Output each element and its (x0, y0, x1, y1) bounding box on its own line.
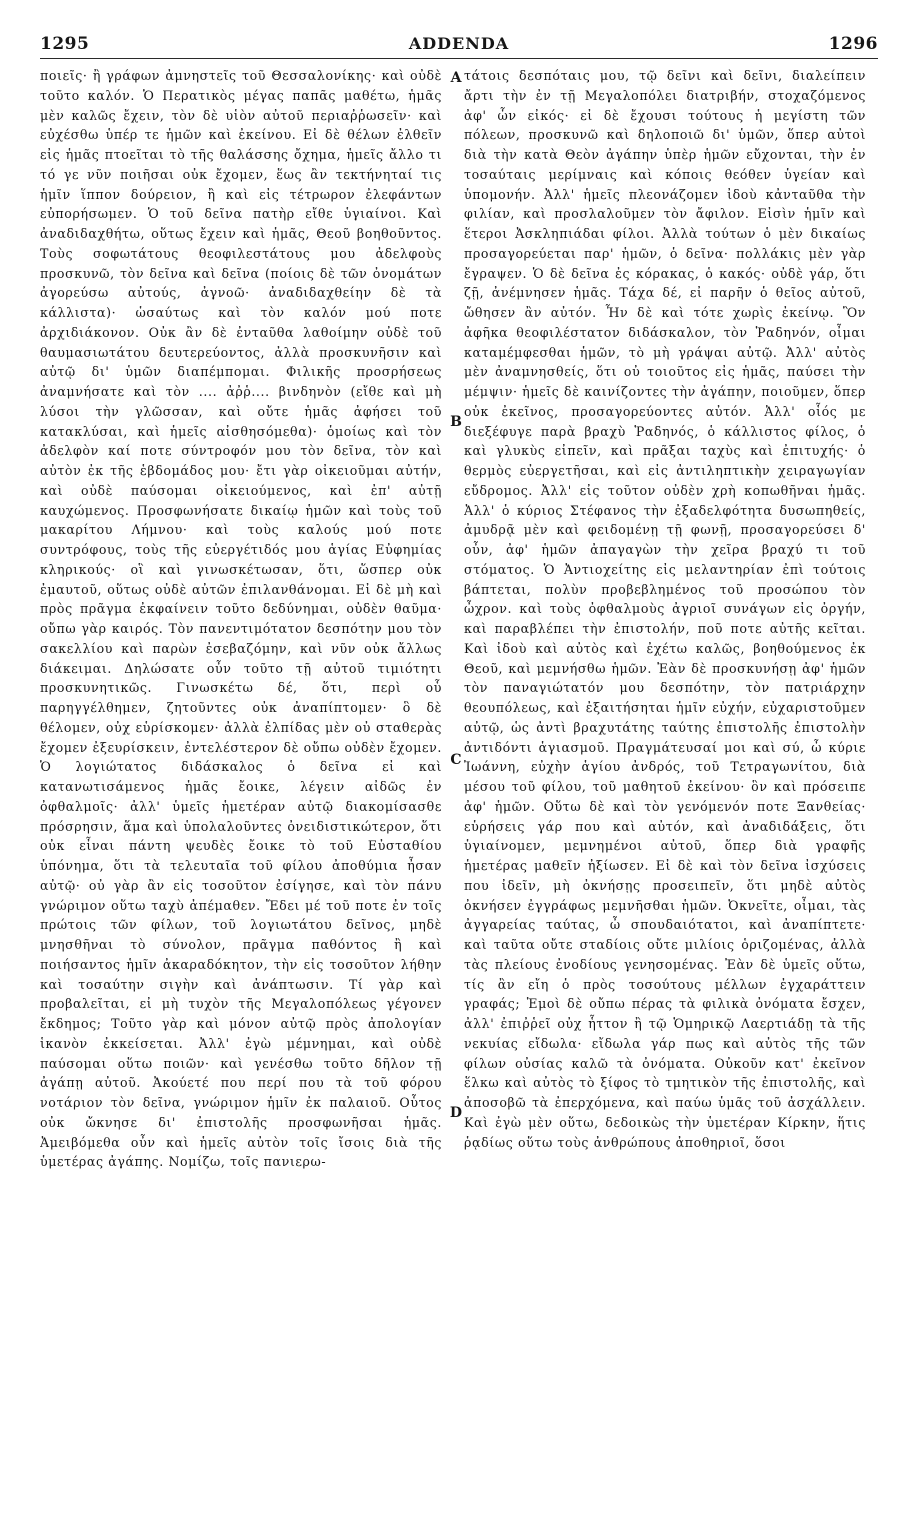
left-column-text: ποιεῖς· ἢ γράφων ἀμνηστεῖς τοῦ Θεσσαλονίκης· καὶ οὐδὲ τοῦτο καλόν. Ὁ Περατικὸς μέγας παπᾶς μαθέτω, ἡμᾶς μὲν καλῶς ἔχειν, τὸν δὲ υἱὸν αὐτοῦ περιαῤῥωσεῖν· καὶ εὐχέσθω ὑπέρ τε ἡμῶν καὶ ἐκείνου. Εἰ δὲ θέλων ἐλθεῖν εἰς ἡμᾶς πτοεῖται τὸ τῆς θαλάσσης ὄχημα, ἡμεῖς ἄλλο τι τό γε νῦν ποιῆσαι οὐκ ἔχομεν, ἕως ἂν τεκτήνηταί τις ἡμῖν ἵππον δούρειον, ἢ καὶ εἰς τέτρωρον ἐλεφάντων εὐπορήσωμεν. Ὁ τοῦ δεῖνα πατὴρ εἴθε ὑγιαίνοι. Καὶ ἀναδιδαχθήτω, οὕτως ἔχειν καὶ ἡμᾶς, Θεοῦ βοηθοῦντος. Τοὺς σοφωτάτους θεοφιλεστάτους μου ἀδελφοὺς προσκυνῶ, τὸν δεῖνα καὶ δεῖνα (ποίοις δὲ τῶν ὀνομάτων ἀγορεύσω αὐτούς, ἀγνοῶ· ἀναδιδαχθείην δὲ τὰ κάλλιστα)· ὡσαύτως καὶ τὸν καλόν μού ποτε ἀρχιδιάκονον. Οὐκ ἂν δὲ ἐνταῦθα λαθοίμην οὐδὲ τοῦ θαυμασιωτάτου δευτερεύοντος, ἀλλὰ προσκυνῆσιν καὶ αὐτῷ δι' ὑμῶν διαπέμπομαι. Φιλικῆς προσρήσεως ἀναμνήσατε καὶ τὸν .... ἀῤῥ.... βινδηνὸν (εἴθε καὶ μὴ λύσοι τὴν γλῶσσαν, καὶ οὔτε ἡμᾶς ἀφήσει τοῦ κατακλύσαι, καὶ ἡμεῖς αἰσθησόμεθα)· ὁμοίως καὶ τὸν ἀδελφὸν καί ποτε σύντροφόν μου τὸν δεῖνα, τὸν καὶ αὐτὸν ἐκ τῆς ἑβδομάδος μου· ἔτι γὰρ οἰκειοῦμαι αὐτήν, καὶ οὐδὲ παύσομαι οἰκειούμενος, καὶ ἐπ' αὐτῇ καυχώμενος. Προσφωνήσατε δικαίῳ ἡμῶν καὶ τοὺς τοῦ μακαρίτου Λήμνου· καὶ τοὺς καλούς μού ποτε συντρόφους, τοὺς τῆς εὐεργέτιδός μου ἁγίας Εὐφημίας κληρικούς· οἳ καὶ γινωσκέτωσαν, ὅτι, ὥσπερ οὐκ ἐμαυτοῦ, οὕτως οὐδὲ αὐτῶν ἐπιλανθάνομαι. Εἰ δὲ μὴ καὶ πρὸς πρᾶγμα ἐκφαίνειν τοῦτο δεδύνημαι, οὐδὲν θαῦμα· οὔπω γὰρ καιρός. Τὸν πανεντιμότατον δεσπότην μου τὸν σακελλίου καὶ παρὼν ἐσεβαζόμην, καὶ νῦν οὐκ ἄλλως διάκειμαι. Δηλώσατε οὖν τοῦτο τῇ αὐτοῦ τιμιότητι προσκυνητικῶς. Γινωσκέτω δέ, ὅτι, περὶ οὗ παρηγγέλθημεν, ζητοῦντες οὐκ ἀναπίπτομεν· ὃ δὲ θέλομεν, οὐχ εὑρίσκομεν· ἀλλὰ ἐλπίδας μὲν οὐ σταθερὰς ἔχομεν ἐξευρίσκειν, ἐντελέστερον δὲ οὔπω οὐδὲν ἔχομεν. Ὁ λογιώτατος διδάσκαλος ὁ δεῖνα εἰ καὶ κατανωτισάμενος ἡμᾶς ἔοικε, λέγειν αἰδῶς ἐν ὀφθαλμοῖς· ἀλλ' ὑμεῖς ἡμετέραν αὐτῷ διακομίσασθε πρόσρησιν, ἅμα καὶ ὑπολαλοῦντες ὀνειδιστικώτερον, ὅτι οὐκ εἶναι πάντη ψευδὲς ἔοικε τὸ τοῦ Εὐσταθίου ὑπόνημα, ὅτι τὰ τελευταῖα τοῦ φίλου ἀποθύμια ἦσαν αὐτῷ· οὐ γὰρ ἂν εἰς τοσοῦτον ἐσίγησε, καὶ τὸν πάνυ γνώριμον οὕτω ταχὺ ἀπέμαθεν. Ἔδει μέ τοῦ ποτε ἐν τοῖς πρώτοις τῶν φίλων, τοῦ λογιωτάτου δεῖνος, μηδὲ μνησθῆναι τὸ σύνολον, πρᾶγμα παθόντος ἢ καὶ ποιήσαντος ἡμῖν ἀκαραδόκητον, τὴν εἰς τοσοῦτον λήθην καὶ τοσαύτην σιγὴν καὶ ἀνάπτωσιν. Τί γὰρ καὶ προβαλεῖται, εἰ μὴ τυχὸν τῆς Μεγαλοπόλεως γέγονεν ἔκδημος; Τοῦτο γὰρ καὶ μόνον αὐτῷ πρὸς ἀπολογίαν ἱκανὸν ἐκκείσεται. Ἀλλ' ἐγὼ μέμνημαι, καὶ οὐδὲ παύσομαι οὕτω ποιῶν· καὶ γενέσθω τοῦτο δῆλον τῇ ἀγάπῃ αὐτοῦ. Ἀκούετέ που περί που τὰ τοῦ φόρου νοτάριον τὸν δεῖνα, γνώριμον ἡμῖν ἐκ παλαιοῦ. Οὗτος οὐκ ὤκνησε δι' ἐπιστολῆς προσφωνῆσαι ἡμᾶς. Ἀμειβόμεθα οὖν καὶ ἡμεῖς αὐτὸν τοῖς ἴσοις διὰ τῆς ὑμετέρας ἀγάπης. Νομίζω, τοῖς πανιερω- (40, 68, 442, 1170)
margin-marker-a: A (450, 70, 462, 86)
text-column-right (464, 66, 866, 1496)
running-title: ADDENDA (408, 34, 510, 53)
page-number-left: 1295 (40, 34, 90, 54)
margin-marker-d: D (449, 1105, 463, 1121)
header-rule (40, 58, 878, 59)
text-column-left (40, 66, 442, 1496)
margin-marker-b: B (450, 414, 462, 430)
margin-marker-c: C (450, 752, 462, 768)
page-number-right: 1296 (828, 34, 878, 54)
right-column-text: τάτοις δεσπόταις μου, τῷ δεῖνι καὶ δεῖνι, διαλείπειν ἄρτι τὴν ἐν τῇ Μεγαλοπόλει διατριβήν, στοχαζόμενος ἀφ' ὧν εἰκός· εἰ δὲ ἔχουσι τούτους ἡ μεγίστη τῶν πόλεων, προσκυνῶ καὶ δηλοποιῶ δι' ὑμῶν, ὅπερ αὐτοὶ διὰ τὴν κατὰ Θεὸν ἀγάπην ὑπὲρ ἡμῶν εὔχονται, τὴν ἐν τοσαύταις μερίμναις καὶ κόποις θεόθεν ὑγείαν καὶ ὑπομονήν. Ἀλλ' ἡμεῖς πλεονάζομεν ἰδοὺ κἀνταῦθα τὴν φιλίαν, καὶ προσλαλοῦμεν τὸν ἄφιλον. Εἰσὶν ἡμῖν καὶ ἕτεροι Ἀσκληπιάδαι φίλοι. Ἀλλὰ τούτων ὁ μὲν δικαίως προσαγορεύεται παρ' ἡμῶν, ὁ δεῖνα· πολλάκις μὲν γὰρ ἔγραψεν. Ὁ δὲ δεῖνα ἐς κόρακας, ὁ κακός· οὐδὲ γάρ, ὅτι ζῇ, ἀνέμνησεν ἡμᾶς. Τάχα δέ, εἰ παρῆν ὁ θεῖος αὐτοῦ, ὤθησεν ἂν αὐτόν. Ἦν δὲ καὶ τότε χωρὶς ἐκείνῳ. Ὃν ἀφῆκα θεοφιλέστατον διδάσκαλον, τὸν Ῥαδηνόν, οἶμαι καταμέμφεσθαι ἡμῶν, τὸ μὴ γράψαι αὐτῷ. Ἀλλ' αὐτὸς μὲν ἀναμνησθείς, ὅτι οὐ τοιοῦτος εἰς ἡμᾶς, παύσει τὴν μέμψιν· ἡμεῖς δὲ καινίζοντες τὴν ἀγάπην, ποιοῦμεν, ὅπερ οὐκ ἐκεῖνος, προσαγορεύοντες αὐτόν. Ἀλλ' οἷός με διεξέφυγε παρὰ βραχὺ Ῥαδηνός, ὁ κάλλιστος φίλος, ὁ καὶ γλυκὺς εἰπεῖν, καὶ πρᾶξαι ταχὺς καὶ ἐπιτυχής· ὁ θερμὸς εὐεργετῆσαι, καὶ εἰς ἀντιληπτικὴν χειραγωγίαν εὔδρομος. Ἀλλ' εἰς τοῦτον οὐδὲν χρὴ κοπωθῆναι ἡμᾶς. Ἀλλ' ὁ κύριος Στέφανος τὴν ἐξαδελφότητα δυσωπηθείς, ἀμυδρᾷ μὲν καὶ φειδομένῃ τῇ φωνῇ, προσαγορεύσει δ' οὖν, ἀφ' ἡμῶν ἀπαγαγὼν τὴν χεῖρα βραχύ τι τοῦ στόματος. Ὁ Ἀντιοχείτης εἰς μελαντηρίαν ἐπὶ τούτοις βάπτεται, πολὺν προβεβλημένος τοῦ προσώπου τὸν ὦχρον. καὶ τοὺς ὀφθαλμοὺς ἀγριοῖ συνάγων εἰς ὀργήν, καὶ παραβλέπει τὴν ἐπιστολήν, ποῦ ποτε αὐτῆς κεῖται. Καὶ ἰδοὺ καὶ αὐτὸς καὶ ἐχέτω καλῶς, βοηθούμενος ἐκ Θεοῦ, καὶ μεμνήσθω ἡμῶν. Ἐὰν δὲ προσκυνήσῃ ἀφ' ἡμῶν τὸν παναγιώτατόν μου δεσπότην, τὸν πατριάρχην θεουπόλεως, καὶ ἐξαιτήσηται ἡμῖν εὐχήν, εὐχαριστοῦμεν αὐτῷ, ὡς ἀντὶ βραχυτάτης ταύτης ἐπιστολῆς ἐπιστολὴν ἀντιδόντι ἁγιασμοῦ. Πραγμάτευσαί μοι καὶ σύ, ὦ κύριε Ἰωάννη, εὐχὴν ἁγίου ἀνδρός, τοῦ Τετραγωνίτου, διὰ μέσου τοῦ φίλου, τοῦ μαθητοῦ ἐκείνου· ὃν καὶ πρόσειπε ἀφ' ἡμῶν. Οὕτω δὲ καὶ τὸν γενόμενόν ποτε Ξανθείας· εὑρήσεις γάρ που καὶ αὐτόν, καὶ ἀναδιδάξεις, ὅτι ὑγιαίνομεν, μεμνημένοι αὐτοῦ, ὅπερ διὰ γραφῆς ἡμετέρας μαθεῖν ἠξίωσεν. Εἰ δὲ καὶ τὸν δεῖνα ἰσχύσεις που ἰδεῖν, μὴ ὀκνήσῃς προσειπεῖν, ὅτι μηδὲ αὐτὸς ὀκνήσεν ἐγγράφως μεμνῆσθαι ἡμῶν. Ὀκνεῖτε, οἶμαι, τὰς ἀγγαρείας ταύτας, ὦ σπουδαιότατοι, καὶ ἀναπίπτετε· καὶ ταῦτα οὔτε σταδίοις οὔτε μιλίοις ὁριζομένας, ἀλλὰ τὰς πλείους ἐνοδίους γενησομένας. Ἐὰν δὲ ὑμεῖς οὕτω, τίς ἂν εἴη ὁ πρὸς τοσούτους μέλλων ἐγχαράττειν γραφάς; Ἐμοὶ δὲ οὔπω πέρας τὰ φιλικὰ ὀνόματα ἔσχεν, ἀλλ' ἐπιῤῥεῖ οὐχ ἧττον ἢ τῷ Ὁμηρικῷ Λαερτιάδῃ τὰ τῆς νεκυίας εἴδωλα· εἴδωλα γάρ πως καὶ αὐτὸς τῆς τῶν φίλων οὐσίας καλῶ τὰ ὀνόματα. Οὐκοῦν κατ' ἐκεῖνον ἕλκω καὶ αὐτὸς τὸ ξίφος τὸ τμητικὸν τῆς ἐπιστολῆς, καὶ ἀποσοβῶ τὰ ἐπερχόμενα, καὶ παύω ὑμᾶς τοῦ ἀσχάλλειν. Καὶ ἐγὼ μὲν οὕτω, δεδοικὼς τὴν ὑμετέραν Κίρκην, ἥτις ῥᾳδίως οὕτω τοὺς ἀνθρώπους ἀποθηριοῖ, ὅσοι (464, 68, 866, 1150)
